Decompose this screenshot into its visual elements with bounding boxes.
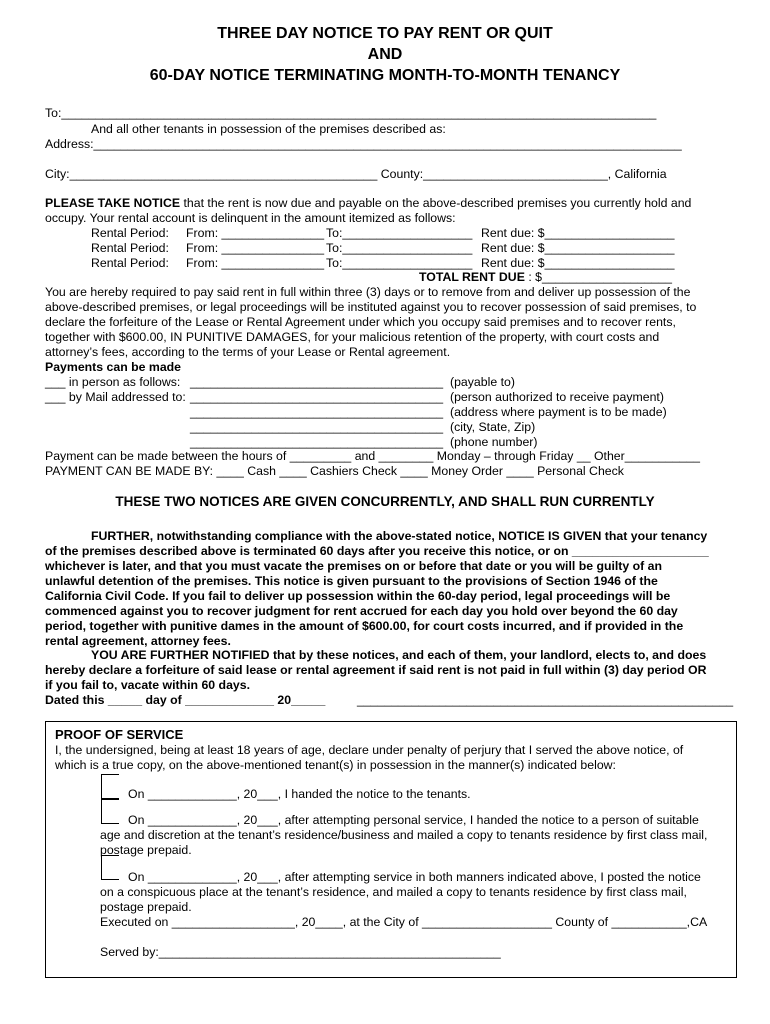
rental-period-due[interactable]: Rent due: $___________________: [481, 226, 675, 240]
notice-lead: [45, 196, 691, 211]
payment-hours[interactable]: Payment can be made between the hours of _________ and ________ Monday – through Friday __ Other___________: [45, 449, 700, 463]
total-rent-due-field: : $___________________: [524, 270, 672, 284]
dated-field[interactable]: Dated this _____ day of _____________ 20_____: [45, 693, 326, 707]
payee-line[interactable]: _____________________________________: [190, 420, 444, 434]
service-option-2-checkbox[interactable]: [101, 799, 119, 824]
payee-note: (person authorized to receive payment): [450, 390, 664, 404]
notice-body-line: above-described premises, or legal proceedings will be instituted against you to recover possession of said premises, to: [45, 300, 697, 314]
payee-note: (payable to): [450, 375, 515, 389]
total-rent-due[interactable]: [419, 270, 672, 285]
payee-note: (city, State, Zip): [450, 420, 536, 434]
notice-body-line: You are hereby required to pay said rent in full within three (3) days or to remove from and deliver up possession of the: [45, 285, 691, 299]
further-line: California Civil Code. If you fail to deliver up possession within the 60-day period, legal proceedings will be: [45, 589, 671, 603]
rental-period-to[interactable]: To:___________________: [326, 241, 473, 255]
rental-period-to[interactable]: To:___________________: [326, 226, 473, 240]
title-line-1: THREE DAY NOTICE TO PAY RENT OR QUIT: [217, 25, 553, 42]
further-line: whichever is later, and that you must vacate the premises on or before that date or you will be guilty of an: [45, 559, 663, 573]
service-option-2-line: On _____________, 20___, after attempting personal service, I handed the notice to a person of suitable: [128, 813, 699, 827]
city-county-field[interactable]: City:_____________________________________________ County:___________________________, California: [45, 167, 667, 181]
notice-body-line: declare the forfeiture of the Lease or Rental Agreement under which you occupy said premises and to recover rents,: [45, 315, 676, 329]
payee-line[interactable]: _____________________________________: [190, 390, 444, 404]
payments-heading: Payments can be made: [45, 360, 182, 374]
further-line: FURTHER, notwithstanding compliance with the above-stated notice, NOTICE IS GIVEN that your tenancy: [91, 529, 708, 543]
proof-intro-line: I, the undersigned, being at least 18 years of age, declare under penalty of perjury that I served the above notice, of: [55, 743, 684, 757]
further-line: YOU ARE FURTHER NOTIFIED that by these notices, and each of them, your landlord, elects to, and does: [91, 648, 707, 662]
rental-period-due[interactable]: Rent due: $___________________: [481, 256, 675, 270]
service-option-3-line: postage prepaid.: [100, 900, 192, 914]
payee-line[interactable]: _____________________________________: [190, 375, 444, 389]
further-line: hereby declare a forfeiture of said lease or rental agreement if said rent is not paid in full within (3) day period OR: [45, 663, 707, 677]
service-option-1-checkbox[interactable]: [101, 774, 119, 799]
title-line-2: AND: [367, 46, 403, 63]
title-line-3: 60-DAY NOTICE TERMINATING MONTH-TO-MONTH TENANCY: [149, 67, 621, 84]
rental-period-label: Rental Period:: [91, 256, 169, 270]
service-option-3-line: on a conspicuous place at the tenant’s residence, and mailed a copy to tenants residence by first class mail,: [100, 885, 687, 899]
other-tenants-text: And all other tenants in possession of the premises described as:: [91, 122, 446, 136]
notice-body-line: attorney’s fees, according to the terms of your Lease or Rental agreement.: [45, 345, 451, 359]
service-option-1: On _____________, 20___, I handed the notice to the tenants.: [128, 787, 471, 801]
executed-field[interactable]: Executed on __________________, 20____, at the City of ___________________ County of ___________,CA: [100, 915, 708, 929]
further-line: rental agreement, attorney fees.: [45, 634, 231, 648]
notice-lead-rest: that the rent is now due and payable on the above-described premises you currently hold and: [180, 196, 692, 210]
service-option-2-line: age and discretion at the tenant’s residence/business and mailed a copy to tenants residence by first class mail,: [100, 828, 708, 842]
rental-period-from[interactable]: From: _______________: [186, 256, 325, 270]
rental-period-label: Rental Period:: [91, 241, 169, 255]
service-option-3-line: On _____________, 20___, after attempting service in both manners indicated above, I posted the notice: [128, 870, 701, 884]
further-line: of the premises described above is terminated 60 days after you receive this notice, or on ____________________: [45, 544, 709, 558]
rental-period-to[interactable]: To:___________________: [326, 256, 473, 270]
rental-period-due[interactable]: Rent due: $___________________: [481, 241, 675, 255]
in-person-option[interactable]: ___ in person as follows:: [45, 375, 181, 389]
total-rent-due-label: TOTAL RENT DUE: [419, 270, 525, 284]
payment-methods[interactable]: PAYMENT CAN BE MADE BY: ____ Cash ____ Cashiers Check ____ Money Order ____ Personal Check: [45, 464, 624, 478]
payee-note: (address where payment is to be made): [450, 405, 667, 419]
further-line: unlawful detention of the premises. This notice is given pursuant to the provisions of Section 1946 of the: [45, 574, 658, 588]
concurrent-heading: THESE TWO NOTICES ARE GIVEN CONCURRENTLY, AND SHALL RUN CURRENTLY: [115, 494, 655, 509]
served-by-field[interactable]: Served by:__________________________________________________: [100, 945, 501, 959]
proof-intro-line: which is a true copy, on the above-mentioned tenant(s) in possession in the manner(s) indicated below:: [55, 758, 616, 772]
service-option-2-line: postage prepaid.: [100, 843, 192, 857]
rental-period-from[interactable]: From: _______________: [186, 241, 325, 255]
further-line: period, together with punitive dames in the amount of $600.00, for court costs incurred, and if provided in the: [45, 619, 684, 633]
payee-line[interactable]: _____________________________________: [190, 405, 444, 419]
notice-lead-bold: PLEASE TAKE NOTICE: [45, 196, 181, 210]
signature-line[interactable]: _______________________________________________________: [357, 693, 734, 707]
notice-line-2: occupy. Your rental account is delinquent in the amount itemized as follows:: [45, 211, 456, 225]
further-line: if you fail to, vacate within 60 days.: [45, 678, 251, 692]
to-field[interactable]: To:_______________________________________________________________________________________: [45, 106, 657, 120]
by-mail-option[interactable]: ___ by Mail addressed to:: [45, 390, 186, 404]
payee-note: (phone number): [450, 435, 538, 449]
rental-period-label: Rental Period:: [91, 226, 169, 240]
service-option-3-checkbox[interactable]: [101, 855, 119, 880]
proof-heading: PROOF OF SERVICE: [55, 727, 184, 742]
further-line: commenced against you to recover judgment for rent accrued for each day you hold over beyond the 60 day: [45, 604, 678, 618]
rental-period-from[interactable]: From: _______________: [186, 226, 325, 240]
payee-line[interactable]: _____________________________________: [190, 435, 444, 449]
address-field[interactable]: Address:______________________________________________________________________________________: [45, 137, 682, 151]
notice-body-line: together with $600.00, IN PUNITIVE DAMAGES, for your malicious retention of the property, with court costs and: [45, 330, 660, 344]
